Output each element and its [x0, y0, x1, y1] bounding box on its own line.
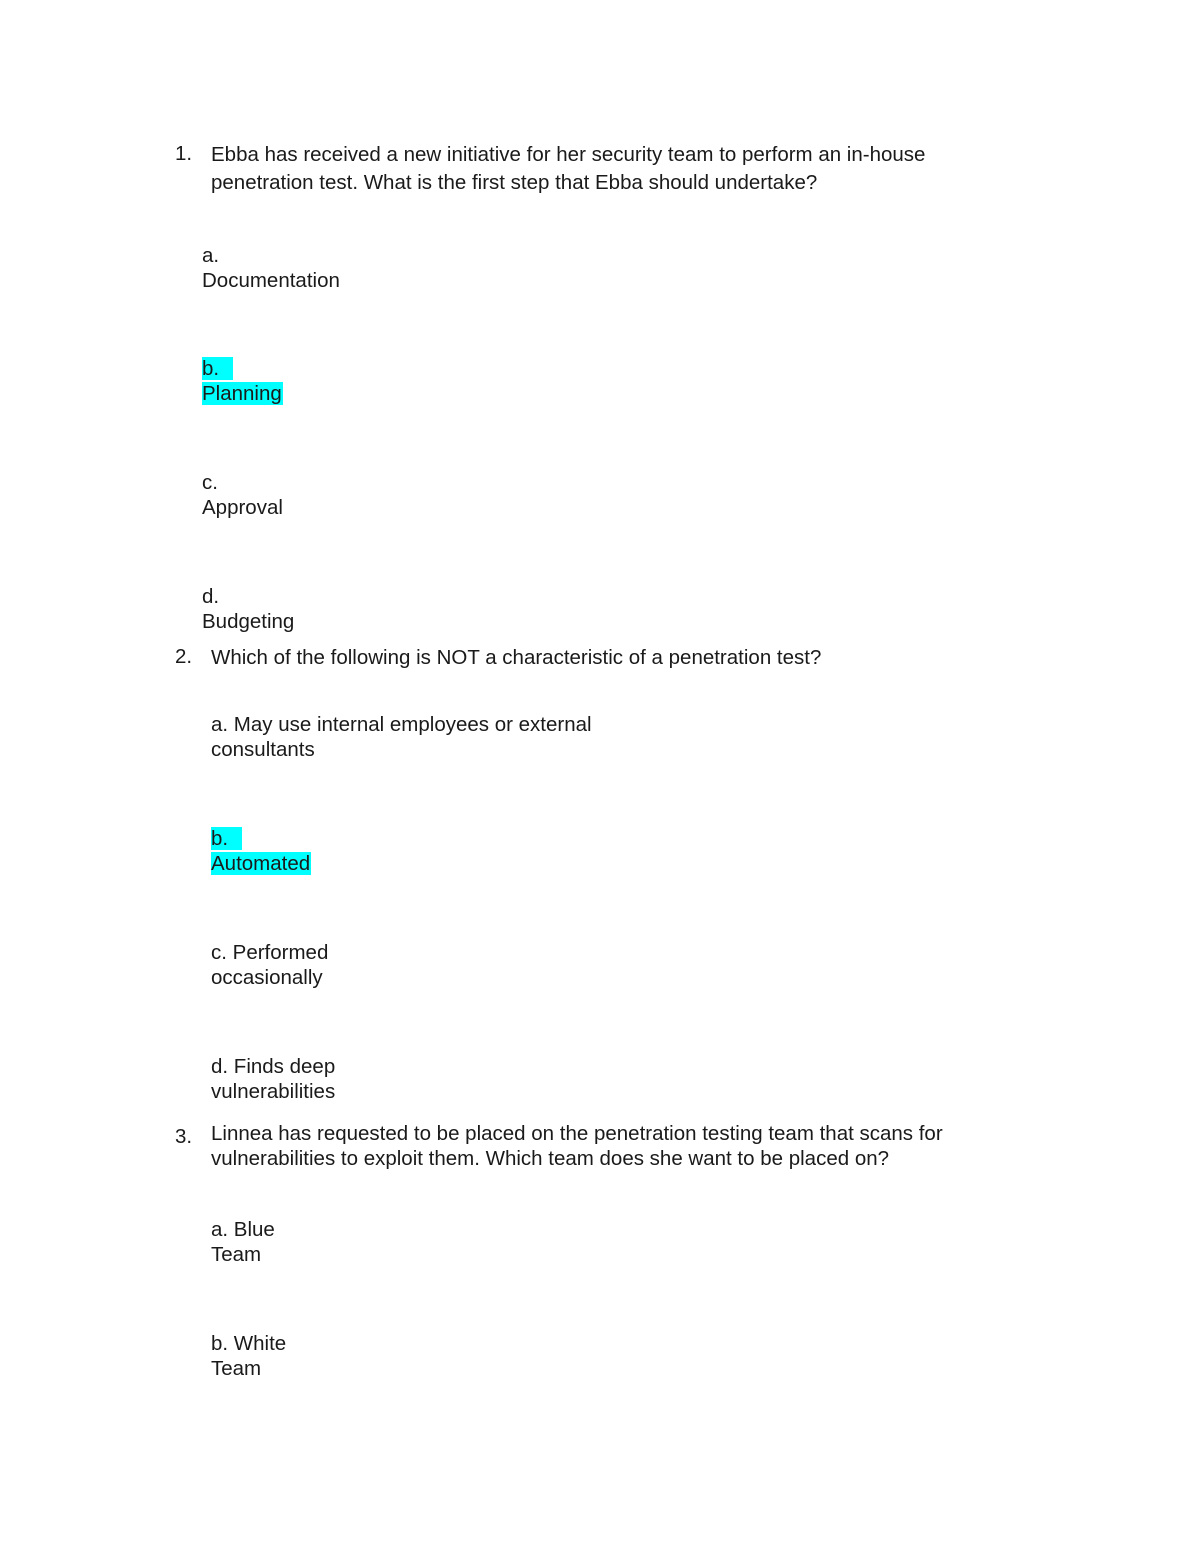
question-1-text: Ebba has received a new initiative for her security team to perform an in-house penetration test. What is the first step that Ebba should undertake? — [211, 143, 926, 194]
option-text-line2: consultants — [211, 737, 315, 761]
question-1-option-b-highlighted — [202, 357, 283, 406]
option-text-line1: a. Blue — [211, 1218, 275, 1241]
option-text-line1: c. Performed — [211, 941, 329, 964]
question-2-text: Which of the following is NOT a characteristic of a penetration test? — [211, 646, 822, 669]
option-letter: d. — [202, 585, 220, 608]
option-text-line1: d. Finds deep — [211, 1055, 336, 1078]
question-3-option-b — [211, 1332, 286, 1381]
question-2-option-d — [211, 1055, 335, 1104]
option-text-line1: a. May use internal employees or external — [211, 713, 592, 736]
question-1-option-a — [202, 244, 340, 293]
question-3-text: Linnea has requested to be placed on the penetration testing team that scans for vulnerabilities to exploit them. Which team does she want to be placed on? — [211, 1122, 943, 1170]
option-text: Automated — [211, 851, 311, 875]
option-letter: b. — [211, 827, 242, 850]
option-letter: a. — [202, 244, 220, 267]
option-text-line1: b. White — [211, 1332, 287, 1355]
option-letter: b. — [202, 357, 233, 380]
question-1-option-d — [202, 585, 294, 634]
option-text-line2: Team — [211, 1242, 262, 1266]
question-2-option-c — [211, 941, 328, 990]
question-3-number: 3. — [175, 1125, 193, 1148]
question-1-number: 1. — [175, 142, 193, 165]
question-2-option-b-highlighted — [211, 827, 311, 876]
question-1-option-c — [202, 471, 283, 520]
option-text: Budgeting — [202, 609, 295, 633]
option-text: Planning — [202, 381, 282, 405]
question-2-number: 2. — [175, 645, 193, 668]
option-text-line2: Team — [211, 1356, 262, 1380]
question-3-option-a — [211, 1218, 275, 1267]
option-text-line2: vulnerabilities — [211, 1079, 336, 1103]
question-2-option-a — [211, 713, 592, 762]
option-text: Approval — [202, 495, 283, 519]
option-letter: c. — [202, 471, 218, 494]
option-text-line2: occasionally — [211, 965, 323, 989]
option-text: Documentation — [202, 268, 340, 292]
